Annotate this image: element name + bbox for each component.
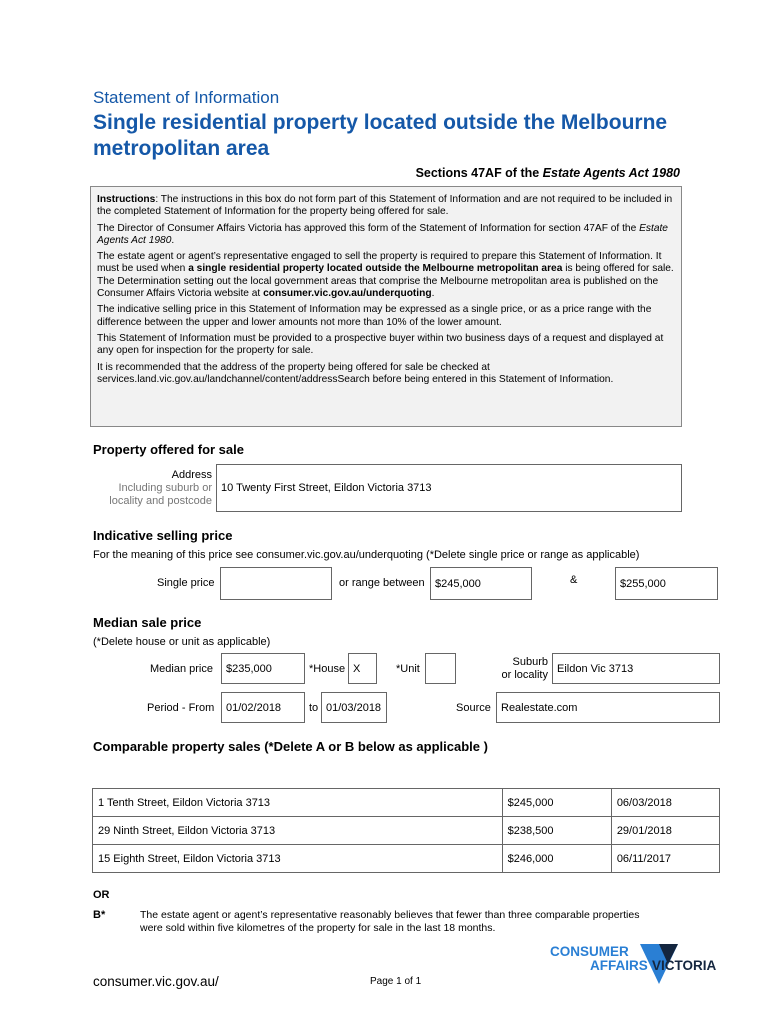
instructions-p3e: .	[431, 288, 435, 300]
comparable-price-cell[interactable]: $246,000	[502, 845, 611, 873]
unit-label: *Unit	[396, 663, 420, 675]
median-price-label: Median price	[150, 663, 213, 675]
comparable-date-cell[interactable]: 06/03/2018	[611, 789, 719, 817]
house-checkbox[interactable]	[348, 653, 377, 684]
address-label-sub2: locality and postcode	[109, 495, 212, 507]
consumer-affairs-victoria-logo	[548, 940, 724, 986]
source-label: Source	[456, 702, 491, 714]
document-kicker: Statement of Information	[93, 88, 280, 107]
or-label: OR	[93, 889, 110, 901]
range-ampersand: &	[570, 574, 578, 586]
comparable-address-cell[interactable]: 1 Tenth Street, Eildon Victoria 3713	[93, 789, 503, 817]
instructions-p2-act: Estate Agents Act 1980	[97, 222, 668, 246]
sections-reference	[416, 166, 680, 180]
single-price-field[interactable]	[220, 567, 332, 600]
footer-url[interactable]: consumer.vic.gov.au/	[93, 974, 219, 989]
instructions-p6: It is recommended that the address of the property being offered for sale be checked at services.land.vic.gov.au/landchannel/content/addressSearch before being entered in this Statement of Information.	[97, 361, 614, 385]
indicative-note: For the meaning of this price see consumer.vic.gov.au/underquoting (*Delete single price or range as applicable)	[93, 549, 640, 561]
option-b-label: B*	[93, 909, 106, 921]
comparable-price-cell[interactable]: $245,000	[502, 789, 611, 817]
comparable-row	[93, 845, 720, 873]
sections-prefix: Sections 47AF of the	[415, 166, 543, 180]
range-low-field[interactable]	[430, 567, 532, 600]
logo-text-affairs: AFFAIRS	[590, 958, 648, 973]
act-name: Estate Agents Act 1980	[542, 166, 680, 180]
period-to-label: to	[309, 702, 319, 714]
suburb-label-1: Suburb	[512, 656, 548, 668]
house-label: *House	[309, 663, 346, 675]
median-price-value: $235,000	[226, 662, 272, 675]
comparable-price-cell[interactable]: $238,500	[502, 817, 611, 845]
period-from-value: 01/02/2018	[226, 701, 282, 714]
instructions-p2-end: .	[171, 234, 175, 246]
underquoting-link[interactable]: consumer.vic.gov.au/underquoting	[263, 288, 432, 300]
address-label-sub1: Including suburb or	[118, 482, 212, 494]
logo-text-consumer: CONSUMER	[550, 944, 629, 959]
median-heading: Median sale price	[93, 615, 202, 630]
suburb-field[interactable]	[552, 653, 720, 684]
comparable-date-cell[interactable]: 06/11/2017	[611, 845, 719, 873]
instructions-box	[90, 186, 682, 427]
property-heading: Property offered for sale	[93, 442, 244, 457]
address-field[interactable]	[216, 464, 682, 512]
source-value: Realestate.com	[501, 701, 578, 714]
range-low-value: $245,000	[435, 577, 481, 590]
period-from-label: Period - From	[147, 702, 215, 714]
comparable-heading: Comparable property sales (*Delete A or B below as applicable )	[93, 739, 488, 754]
unit-checkbox[interactable]	[425, 653, 456, 684]
period-from-field[interactable]	[221, 692, 305, 723]
range-high-field[interactable]	[615, 567, 718, 600]
suburb-label	[492, 656, 548, 682]
suburb-label-2: or locality	[501, 669, 548, 681]
indicative-heading: Indicative selling price	[93, 528, 233, 543]
address-label-main: Address	[171, 469, 212, 481]
instructions-p2: The Director of Consumer Affairs Victoria has approved this form of the Statement of Information for section 47AF of the	[97, 222, 640, 234]
source-field[interactable]	[496, 692, 720, 723]
comparable-date-cell[interactable]: 29/01/2018	[611, 817, 719, 845]
page-number: Page 1 of 1	[370, 976, 422, 987]
comparable-row	[93, 817, 720, 845]
period-to-value: 01/03/2018	[326, 701, 382, 714]
range-label: or range between	[339, 577, 425, 589]
comparable-address-cell[interactable]: 29 Ninth Street, Eildon Victoria 3713	[93, 817, 503, 845]
instructions-p5: This Statement of Information must be provided to a prospective buyer within two business days of a request and displayed at any open for inspection for the property for sale.	[97, 332, 664, 357]
document-title: Single residential property located outside the Melbourne metropolitan area	[93, 111, 668, 160]
option-b-text: The estate agent or agent’s representative reasonably believes that fewer than three comparable properties were sold within five kilometres of the property for sale in the last 18 months.	[140, 909, 640, 934]
house-mark: X	[353, 662, 361, 675]
instructions-p3a: The estate agent or agent’s representative engaged to sell the property is required to prepare this Statement of Information. It must be used when	[97, 251, 662, 275]
comparable-table	[92, 788, 720, 873]
comparable-address-cell[interactable]: 15 Eighth Street, Eildon Victoria 3713	[93, 845, 503, 873]
instructions-label: Instructions	[97, 194, 156, 205]
single-price-label: Single price	[157, 577, 215, 589]
instructions-p1: : The instructions in this box do not form part of this Statement of Information and are not required to be included in the completed Statement of Information for the property being offered for sale.	[97, 194, 673, 218]
address-value: 10 Twenty First Street, Eildon Victoria 3713	[221, 482, 432, 494]
logo-text-victoria: VICTORIA	[652, 958, 717, 973]
period-to-field[interactable]	[321, 692, 387, 723]
median-price-field[interactable]	[221, 653, 305, 684]
instructions-p4: The indicative selling price in this Statement of Information may be expressed as a single price, or as a price range with the difference between the upper and lower amounts not more than 10% of the lower amount.	[97, 304, 652, 328]
instructions-p3c: is being offered for sale. The Determination setting out the local government areas that comprise the Melbourne metropolitan area is published on the Consumer Affairs Victoria website at	[97, 263, 674, 300]
range-high-value: $255,000	[620, 577, 666, 590]
cav-logo-graphic	[548, 940, 724, 986]
suburb-value: Eildon Vic 3713	[557, 662, 634, 675]
address-label	[93, 469, 212, 508]
instructions-p3b: a single residential property located outside the Melbourne metropolitan area	[188, 263, 563, 275]
median-note: (*Delete house or unit as applicable)	[93, 636, 271, 648]
comparable-row	[93, 789, 720, 817]
